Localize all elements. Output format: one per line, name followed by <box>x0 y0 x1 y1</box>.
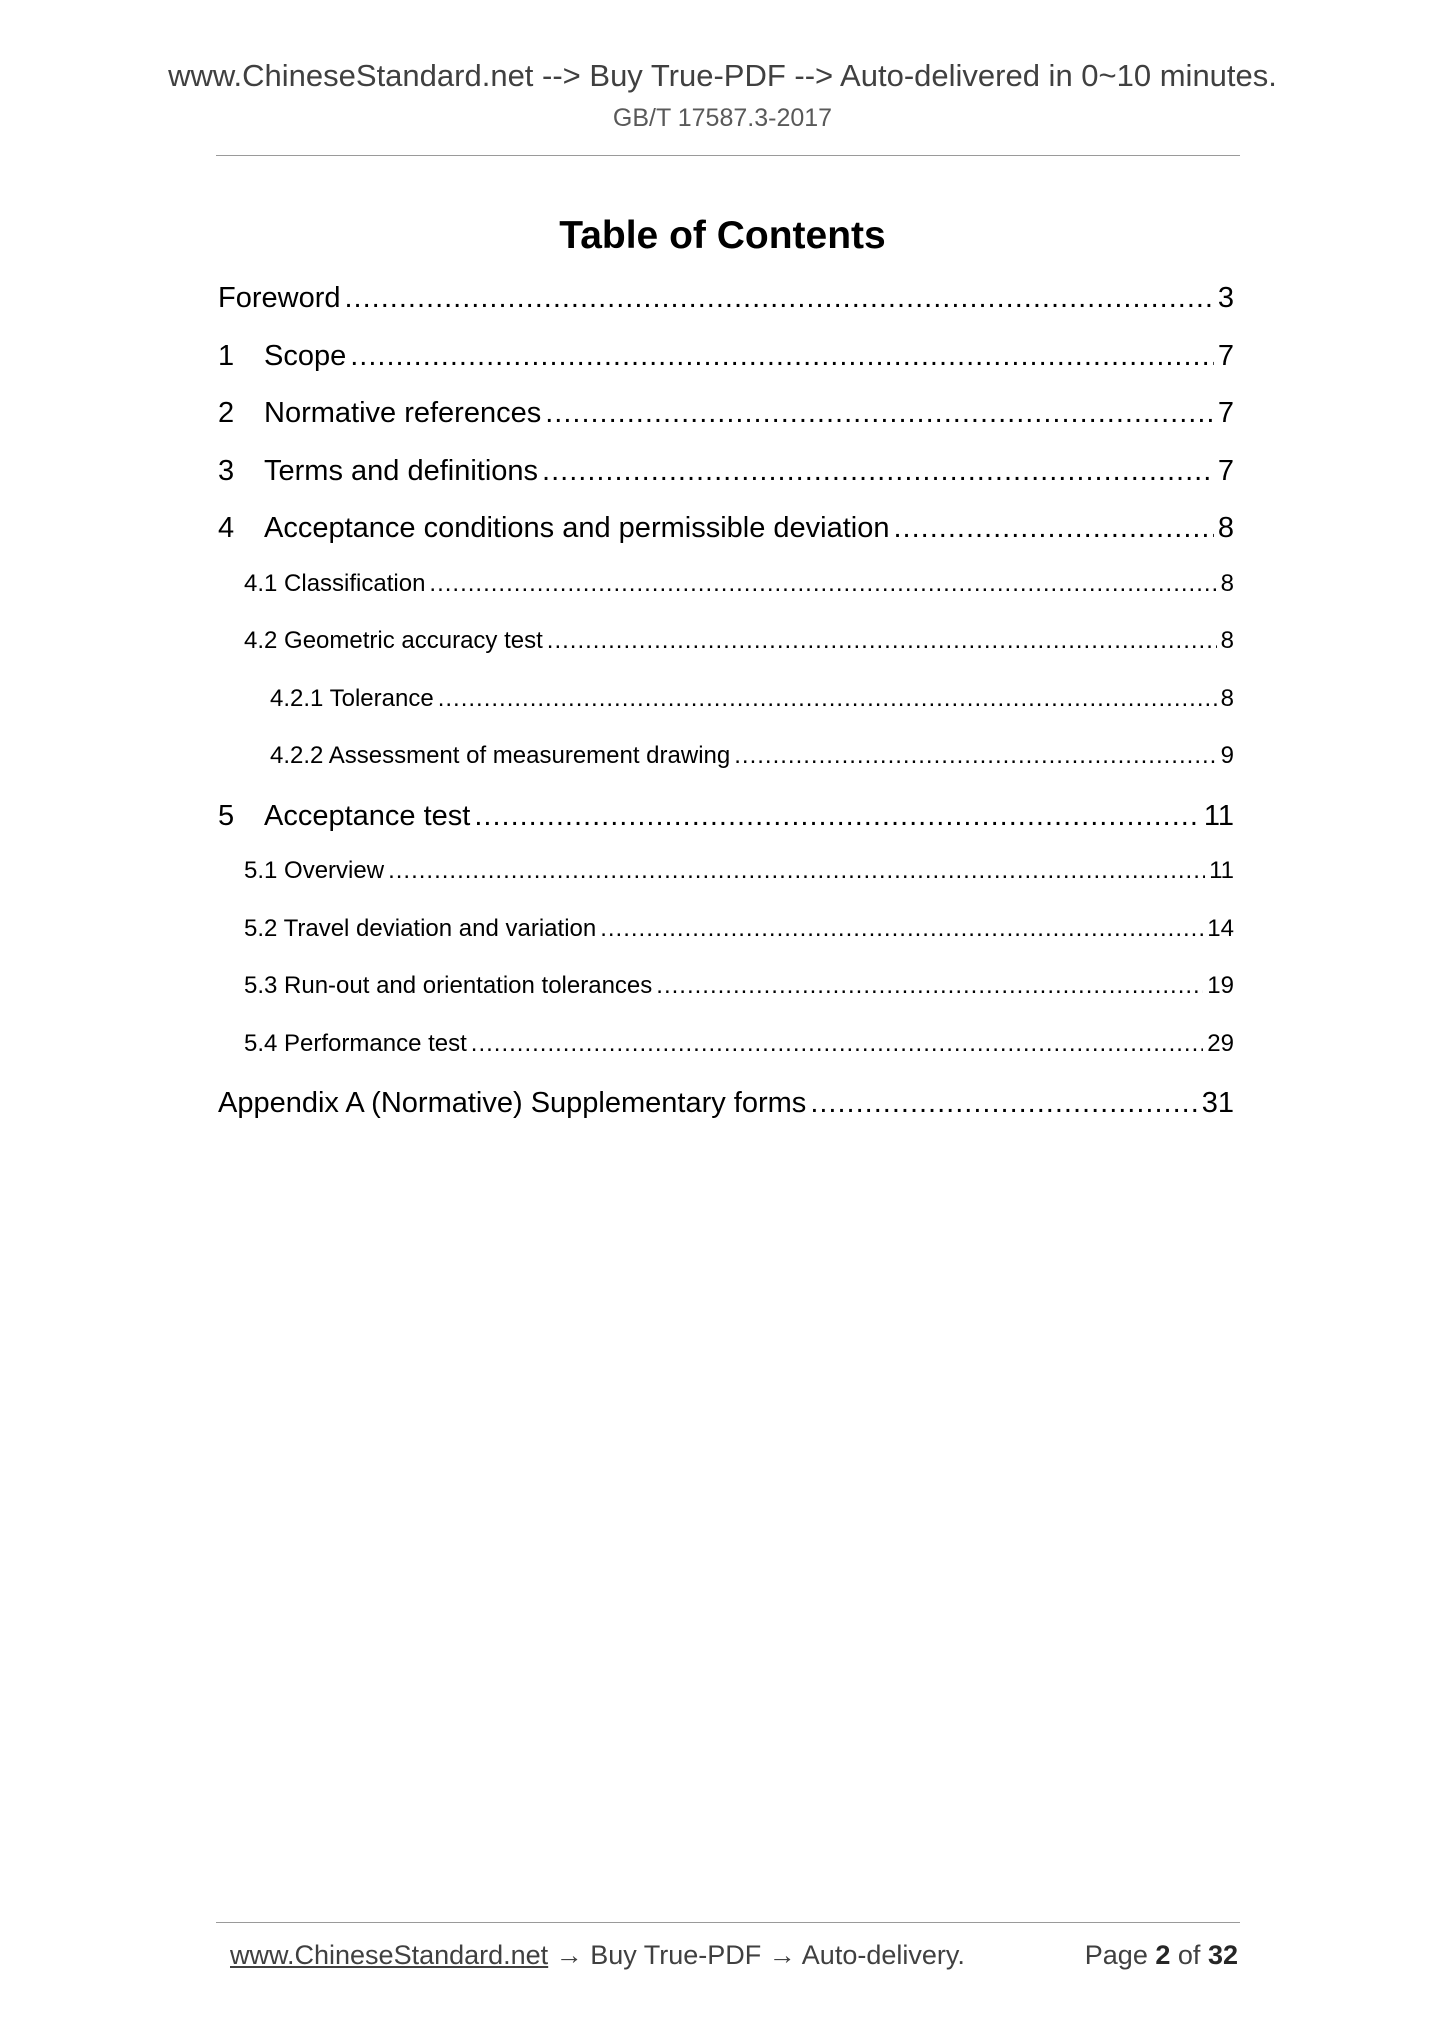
toc-entry-text: 5.3 Run-out and orientation tolerances <box>244 972 653 999</box>
toc-entry-text: Scope <box>264 339 347 372</box>
footer-buy-text: Buy True-PDF <box>590 1940 762 1970</box>
toc-entry-text: 5.1 Overview <box>244 857 385 884</box>
header-divider <box>216 155 1240 156</box>
toc-dot-leader <box>388 857 1205 885</box>
toc-dot-leader <box>893 512 1213 545</box>
toc-entry-performance-test[interactable] <box>218 1030 1234 1088</box>
toc-page-number: 9 <box>1220 742 1234 769</box>
toc-entry-terms-definitions[interactable] <box>218 455 1234 513</box>
toc-entry-text: 4.2.1 Tolerance <box>270 684 434 712</box>
toc-page-number: 7 <box>1217 454 1234 487</box>
toc-entry-text: 5.4 Performance test <box>244 1029 467 1057</box>
footer-site-link[interactable]: www.ChineseStandard.net <box>230 1940 549 1970</box>
toc-page-number: 29 <box>1207 1029 1234 1057</box>
toc-entry-tolerance[interactable] <box>218 685 1234 743</box>
toc-entry-overview[interactable] <box>218 857 1234 915</box>
toc-page-number: 19 <box>1207 972 1234 999</box>
page-title: Table of Contents <box>559 214 886 257</box>
toc-page-number: 31 <box>1201 1087 1234 1119</box>
toc-page-number: 8 <box>1220 684 1234 712</box>
current-page-number: 2 <box>1155 1940 1171 1970</box>
toc-page-number: 11 <box>1209 857 1234 884</box>
toc-dot-leader <box>600 915 1203 943</box>
toc-section-number: 4 <box>218 512 235 544</box>
toc-dot-leader <box>547 627 1217 655</box>
toc-section-number: 2 <box>218 397 235 429</box>
toc-entry-appendix-a[interactable] <box>218 1087 1234 1145</box>
toc-entry-normative-references[interactable] <box>218 397 1234 455</box>
toc-entry-text: 4.2.2 Assessment of measurement drawing <box>270 742 731 769</box>
table-of-contents <box>218 282 1234 1145</box>
toc-dot-leader <box>345 282 1214 315</box>
toc-entry-travel-deviation[interactable] <box>218 915 1234 973</box>
toc-entry-text: Appendix A (Normative) Supplementary forms <box>218 1087 807 1119</box>
toc-section-number: 3 <box>218 454 235 487</box>
standard-number: GB/T 17587.3-2017 <box>612 104 833 132</box>
toc-page-number: 7 <box>1217 339 1234 372</box>
toc-entry-acceptance-test[interactable] <box>218 800 1234 858</box>
toc-entry-geometric-accuracy-test[interactable] <box>218 627 1234 685</box>
total-page-count: 32 <box>1207 1940 1238 1970</box>
toc-entry-assessment-measurement-drawing[interactable] <box>218 742 1234 800</box>
toc-entry-text: Terms and definitions <box>264 454 539 487</box>
toc-page-number: 7 <box>1217 397 1234 429</box>
arrow-right-icon: → <box>768 1940 796 1970</box>
toc-section-number: 1 <box>218 339 235 372</box>
toc-page-number: 8 <box>1220 627 1234 654</box>
toc-entry-acceptance-conditions[interactable] <box>218 512 1234 570</box>
toc-entry-foreword[interactable] <box>218 282 1234 340</box>
toc-entry-classification[interactable] <box>218 570 1234 628</box>
toc-entry-run-out-tolerances[interactable] <box>218 972 1234 1030</box>
toc-dot-leader <box>734 742 1216 770</box>
toc-page-number: 11 <box>1203 799 1234 832</box>
toc-dot-leader <box>656 972 1203 1000</box>
toc-entry-text: Foreword <box>218 282 341 314</box>
footer-promo <box>230 1940 965 1971</box>
toc-dot-leader <box>545 397 1214 430</box>
toc-dot-leader <box>474 800 1200 833</box>
toc-page-number: 3 <box>1217 282 1234 314</box>
page-number-indicator <box>1085 1940 1238 1971</box>
page-word: Page <box>1084 1940 1148 1970</box>
of-word: of <box>1177 1940 1201 1970</box>
toc-dot-leader <box>350 340 1214 373</box>
toc-dot-leader <box>810 1087 1197 1120</box>
toc-entry-text: Acceptance test <box>264 799 471 832</box>
toc-dot-leader <box>438 685 1217 713</box>
toc-entry-text: 4.1 Classification <box>244 569 426 597</box>
footer-delivery-text: Auto-delivery. <box>801 1940 965 1970</box>
toc-entry-text: Acceptance conditions and permissible deviation <box>264 512 890 544</box>
toc-dot-leader <box>471 1030 1204 1058</box>
toc-page-number: 8 <box>1217 512 1234 544</box>
toc-section-number: 5 <box>218 799 235 832</box>
arrow-right-icon: → <box>555 1940 583 1970</box>
toc-entry-scope[interactable] <box>218 340 1234 398</box>
toc-dot-leader <box>542 455 1214 488</box>
toc-entry-text: 4.2 Geometric accuracy test <box>244 627 543 654</box>
toc-entry-text: 5.2 Travel deviation and variation <box>244 914 597 942</box>
toc-entry-text: Normative references <box>264 397 542 429</box>
toc-page-number: 14 <box>1207 914 1234 942</box>
toc-dot-leader <box>429 570 1216 598</box>
footer-divider <box>216 1922 1240 1923</box>
toc-page-number: 8 <box>1220 569 1234 597</box>
header-banner-text: www.ChineseStandard.net --> Buy True-PDF --> Auto-delivered in 0~10 minutes. <box>168 58 1277 93</box>
